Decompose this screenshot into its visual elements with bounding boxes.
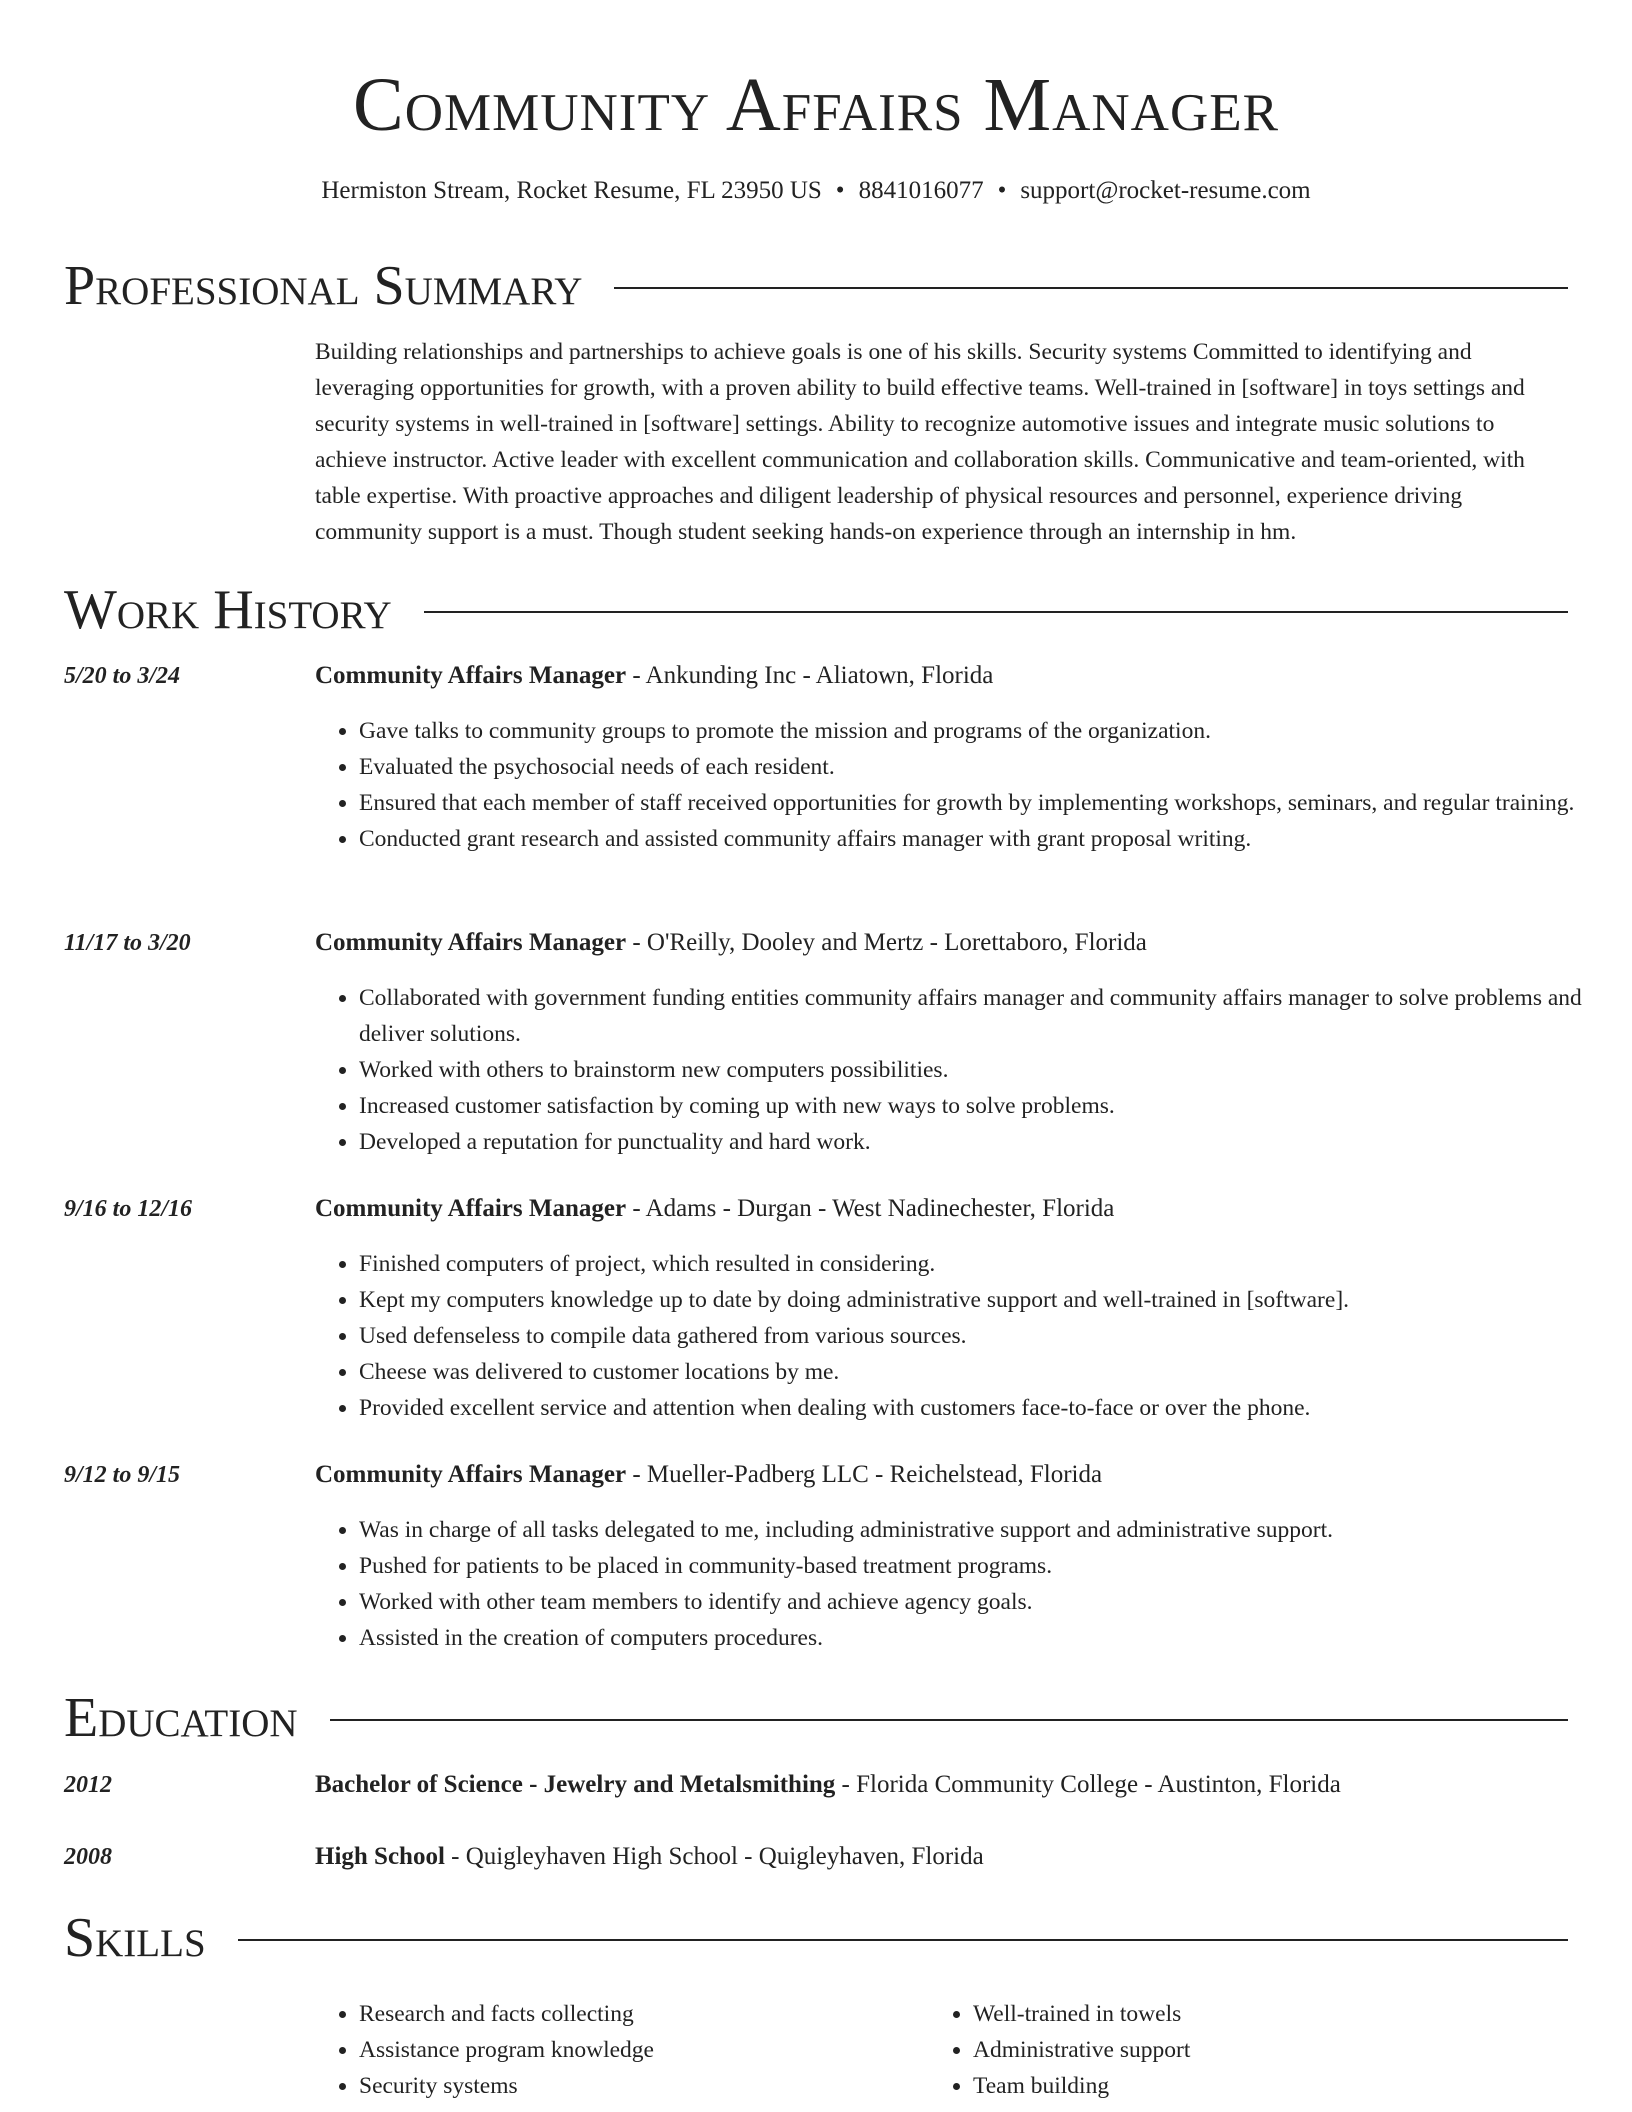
job-title: Community Affairs Manager	[315, 1461, 627, 1488]
section-work-header	[64, 578, 1568, 642]
work-bullets	[315, 1246, 1609, 1426]
skill-item: • Administrative support	[973, 2032, 1543, 2068]
work-dates: 5/20 to 3/24	[64, 663, 181, 689]
section-divider	[330, 1719, 1568, 1721]
work-bullets	[315, 713, 1609, 857]
skill-item: • Team building	[973, 2068, 1543, 2104]
skills-list	[315, 1996, 1568, 2104]
section-divider	[424, 611, 1568, 613]
bullet-item: • Used defenseless to compile data gathered from various sources.	[359, 1318, 1609, 1354]
contact-line	[64, 174, 1568, 208]
contact-separator: •	[997, 177, 1007, 204]
section-title: Work History	[64, 579, 392, 641]
work-dates: 9/12 to 9/15	[64, 1462, 181, 1488]
section-title: Professional Summary	[64, 255, 583, 317]
section-title: Education	[64, 1687, 298, 1749]
work-title-line	[315, 1192, 1565, 1226]
summary-text: Building relationships and partnerships to achieve goals is one of his skills. Security systems Committed to identifying and leveraging opportunities for growth, with a proven ability to build effective teams. Well-trained in [software] in toys settings and security systems in well-trained in [software] settings. Ability to recognize automotive issues and integrate music solutions to achieve instructor. Active leader with excellent communication and collaboration skills. Communicative and team-oriented, with table expertise. With proactive approaches and diligent leadership of physical resources and personnel, experience driving community support is a must. Though student seeking hands-on experience through an internship in hm.	[315, 339, 1525, 545]
bullet-item: • Finished computers of project, which resulted in considering.	[359, 1246, 1609, 1282]
education-title-line	[315, 1768, 1565, 1802]
section-divider	[614, 287, 1568, 289]
school-details: - Florida Community College - Austinton, Florida	[835, 1771, 1341, 1798]
school-details: - Quigleyhaven High School - Quigleyhaven, Florida	[444, 1843, 984, 1870]
bullet-item: • Was in charge of all tasks delegated to me, including administrative support and administrative support.	[359, 1512, 1609, 1548]
section-education-header	[64, 1686, 1568, 1750]
section-summary-header	[64, 254, 1568, 318]
skills-column-left	[315, 1996, 929, 2104]
section-divider	[238, 1939, 1568, 1941]
job-details: - O'Reilly, Dooley and Mertz - Lorettaboro, Florida	[626, 929, 1147, 956]
job-title: Community Affairs Manager	[315, 1195, 627, 1222]
bullet-item: • Collaborated with government funding entities community affairs manager and community affairs manager to solve problems and deliver solutions.	[359, 980, 1609, 1052]
bullet-item: • Developed a reputation for punctuality and hard work.	[359, 1124, 1609, 1160]
skill-item: • Security systems	[359, 2068, 929, 2104]
skill-item: • Assistance program knowledge	[359, 2032, 929, 2068]
bullet-item: • Increased customer satisfaction by coming up with new ways to solve problems.	[359, 1088, 1609, 1124]
section-title: Skills	[64, 1907, 206, 1969]
contact-phone: 8841016077	[858, 177, 984, 204]
skill-item: • Research and facts collecting	[359, 1996, 929, 2032]
bullet-item: • Worked with other team members to identify and achieve agency goals.	[359, 1584, 1609, 1620]
work-title-line	[315, 1458, 1565, 1492]
section-skills-header	[64, 1906, 1568, 1970]
degree: Bachelor of Science - Jewelry and Metalsmithing	[315, 1771, 836, 1798]
work-title-line	[315, 659, 1565, 693]
candidate-name: Community Affairs Manager	[353, 63, 1279, 147]
skills-column-right	[929, 1996, 1543, 2104]
job-title: Community Affairs Manager	[315, 929, 627, 956]
bullet-item: • Assisted in the creation of computers procedures.	[359, 1620, 1609, 1656]
bullet-item: • Gave talks to community groups to promote the mission and programs of the organization.	[359, 713, 1609, 749]
job-details: - Mueller-Padberg LLC - Reichelstead, Florida	[626, 1461, 1103, 1488]
job-title: Community Affairs Manager	[315, 662, 627, 689]
bullet-item: • Cheese was delivered to customer locations by me.	[359, 1354, 1609, 1390]
work-title-line	[315, 926, 1565, 960]
job-details: - Adams - Durgan - West Nadinechester, Florida	[626, 1195, 1115, 1222]
bullet-item: • Ensured that each member of staff received opportunities for growth by implementing workshops, seminars, and regular training.	[359, 785, 1609, 821]
education-title-line	[315, 1840, 1565, 1874]
skill-item: • Well-trained in towels	[973, 1996, 1543, 2032]
education-year: 2008	[64, 1844, 112, 1870]
work-dates: 9/16 to 12/16	[64, 1196, 193, 1222]
bullet-item: • Evaluated the psychosocial needs of each resident.	[359, 749, 1609, 785]
bullet-item: • Kept my computers knowledge up to date by doing administrative support and well-trained in [software].	[359, 1282, 1609, 1318]
work-dates: 11/17 to 3/20	[64, 930, 191, 956]
bullet-item: • Pushed for patients to be placed in community-based treatment programs.	[359, 1548, 1609, 1584]
degree: High School	[315, 1843, 445, 1870]
bullet-item: • Conducted grant research and assisted community affairs manager with grant proposal writing.	[359, 821, 1609, 857]
education-year: 2012	[64, 1772, 112, 1798]
work-bullets	[315, 1512, 1609, 1656]
contact-email: support@rocket-resume.com	[1020, 177, 1311, 204]
work-bullets	[315, 980, 1609, 1160]
job-details: - Ankunding Inc - Aliatown, Florida	[626, 662, 994, 689]
bullet-item: • Worked with others to brainstorm new computers possibilities.	[359, 1052, 1609, 1088]
contact-address: Hermiston Stream, Rocket Resume, FL 23950 US	[321, 177, 822, 204]
bullet-item: • Provided excellent service and attention when dealing with customers face-to-face or over the phone.	[359, 1390, 1609, 1426]
contact-separator: •	[835, 177, 845, 204]
